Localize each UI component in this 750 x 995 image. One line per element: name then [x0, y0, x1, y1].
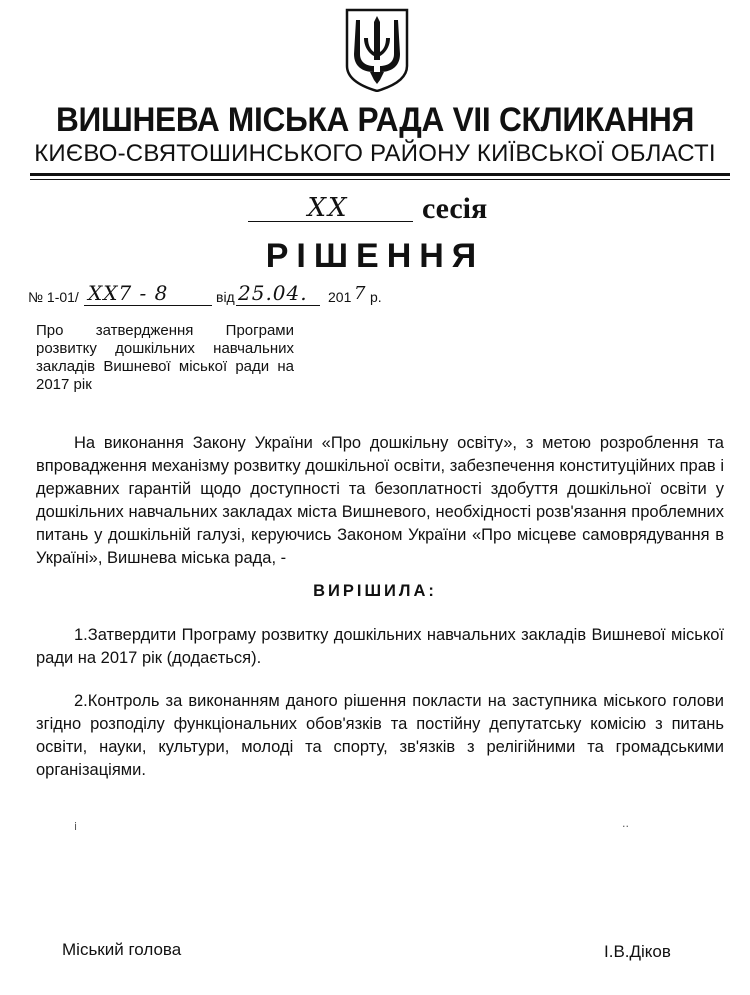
header-divider — [30, 173, 730, 176]
session-line — [248, 193, 508, 233]
ukraine-trident-icon — [344, 8, 410, 92]
year-prefix: 201 — [328, 289, 352, 305]
year-digit-handwritten: 7 — [354, 283, 367, 304]
scan-artifact-mark: ·· — [622, 820, 629, 833]
decision-number-blank — [84, 305, 212, 306]
decision-number-handwritten: XX7 - 8 — [88, 281, 169, 305]
district-name: КИЄВО-СВЯТОШИНСЬКОГО РАЙОНУ КИЇВСЬКОЇ ОБЛАСТІ — [34, 140, 716, 167]
header-divider-thin — [30, 179, 730, 180]
session-label: сесія — [422, 192, 488, 225]
decision-title: РІШЕННЯ — [265, 237, 485, 275]
resolution-item-2: 2.Контроль за виконанням даного рішення покласти на заступника міського голови згідно розподілу функціональних обов'язків та постійну депутатську комісію з питань освіти, науки, культури, молоді та спорту, зв'язків з релігійними та громадськими організаціями. — [36, 692, 724, 779]
session-number-handwritten: XX — [307, 193, 349, 223]
date-prefix: від — [216, 289, 235, 305]
preamble-paragraph: На виконання Закону України «Про дошкільну освіту», з метою розроблення та впровадження механізму розвитку дошкільної освіти, забезпечення конституційних прав і державних гарантій щодо доступності та безоплатності здобуття дошкільної освіти у дошкільних навчальних закладах міста Вишневого, необхідності розв'язання проблемних питань у дошкільній галузі, керуючись Законом України «Про місцеве самоврядування в Україні», Вишнева міська рада, - — [36, 434, 724, 567]
registration-line — [28, 283, 528, 309]
date-handwritten: 25.04. — [238, 281, 308, 305]
date-blank — [236, 305, 320, 306]
resolution-item-1: 1.Затвердити Програму розвитку дошкільних навчальних закладів Вишневої міської ради на 2017 рік (додається). — [36, 626, 724, 667]
council-name: ВИШНЕВА МІСЬКА РАДА VII СКЛИКАННЯ — [55, 101, 695, 139]
signatory-name: І.В.Діков — [604, 942, 671, 961]
scan-artifact-mark: ⅰ — [74, 820, 78, 833]
year-suffix: р. — [370, 289, 382, 305]
decision-subject: Про затвердження Програми розвитку дошкільних навчальних закладів Вишневої міської ради на 2017 рік — [36, 322, 294, 393]
decision-number-prefix: № 1-01/ — [28, 289, 79, 305]
resolved-heading: ВИРІШИЛА: — [313, 582, 437, 600]
signatory-position: Міський голова — [62, 940, 182, 959]
